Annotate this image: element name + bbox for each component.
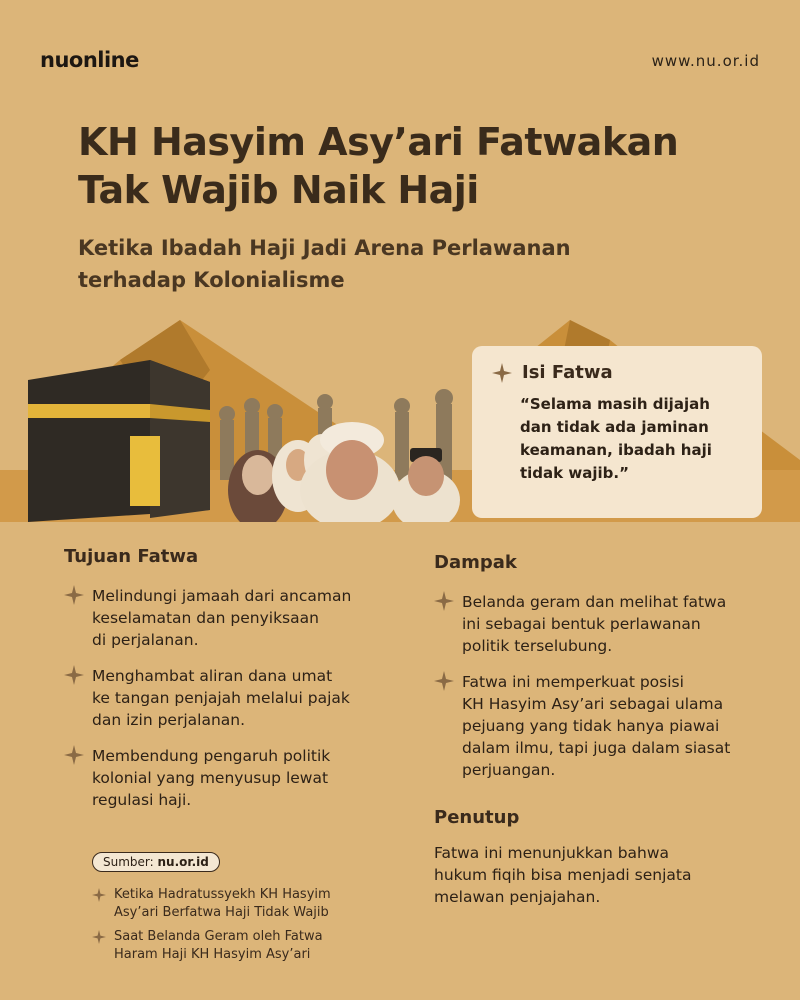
text-line: KH Hasyim Asy’ari sebagai ulama [462,695,724,713]
quote-line: keamanan, ibadah haji [520,441,712,459]
text-line: dan izin perjalanan. [92,711,246,729]
text-line: Saat Belanda Geram oleh Fatwa [114,929,323,944]
reference-text [114,886,331,922]
text-line: hukum fiqih bisa menjadi senjata [434,866,692,884]
text-line: melawan penjajahan. [434,888,601,906]
list-item-text [462,671,730,781]
title-line: Tak Wajib Naik Haji [78,168,479,212]
text-line: Menghambat aliran dana umat [92,667,333,685]
list-item-text [92,745,330,811]
header [40,48,760,78]
sparkle-icon [434,591,454,611]
list-item [64,585,394,651]
text-line: kolonial yang menyusup lewat [92,769,329,787]
sparkle-icon [64,745,84,765]
list-item-text [92,585,351,651]
reference-item[interactable] [92,928,392,964]
source-value: nu.or.id [157,855,209,869]
text-line: Melindungi jamaah dari ancaman [92,587,352,605]
text-line: ini sebagai bentuk perlawanan [462,615,701,633]
text-line: regulasi haji. [92,791,192,809]
text-line: dalam ilmu, tapi juga dalam siasat [462,739,731,757]
kaaba [28,360,210,522]
text-line: pejuang yang tidak hanya piawai [462,717,720,735]
list-item-text [462,591,726,657]
penutup-title: Penutup [434,807,520,828]
fatwa-quote [492,393,742,485]
tujuan-section [64,546,394,811]
sparkle-icon [492,363,512,383]
text-line: politik terselubung. [462,637,613,655]
text-line: Membendung pengaruh politik [92,747,331,765]
page-title [78,118,758,214]
subtitle-line: terhadap Kolonialisme [78,268,345,292]
sparkle-icon [64,665,84,685]
reference-text [114,928,323,964]
text-line: ke tangan penjajah melalui pajak [92,689,350,707]
quote-line: tidak wajib.” [520,464,629,482]
text-line: di perjalanan. [92,631,199,649]
text-line: Fatwa ini menunjukkan bahwa [434,844,670,862]
title-line: KH Hasyim Asy’ari Fatwakan [78,120,679,164]
fatwa-card-header [492,362,742,383]
dampak-section [434,552,774,908]
quote-line: “Selama masih dijajah [520,395,710,413]
list-item [64,665,394,731]
references-list [92,886,392,970]
list-item [434,591,774,657]
text-line: Asy’ari Berfatwa Haji Tidak Wajib [114,905,329,920]
list-item [64,745,394,811]
sparkle-icon [64,585,84,605]
tujuan-title: Tujuan Fatwa [64,546,199,567]
sparkle-icon [92,888,106,902]
list-item-text [92,665,350,731]
fatwa-card [472,346,762,518]
text-line: keselamatan dan penyiksaan [92,609,319,627]
page-subtitle [78,232,678,296]
text-line: Belanda geram dan melihat fatwa [462,593,727,611]
quote-line: dan tidak ada jaminan [520,418,709,436]
sparkle-icon [434,671,454,691]
dampak-title: Dampak [434,552,517,573]
text-line: Haram Haji KH Hasyim Asy’ari [114,947,311,962]
sparkle-icon [92,930,106,944]
list-item [434,671,774,781]
source-label: Sumber: [103,855,154,869]
text-line: perjuangan. [462,761,556,779]
text-line: Fatwa ini memperkuat posisi [462,673,684,691]
site-url[interactable]: www.nu.or.id [651,52,760,70]
reference-item[interactable] [92,886,392,922]
fatwa-card-label: Isi Fatwa [522,362,613,383]
nuonline-logo[interactable]: nuonline [40,48,139,72]
penutup-text [434,842,774,908]
source-badge[interactable] [92,852,220,872]
subtitle-line: Ketika Ibadah Haji Jadi Arena Perlawanan [78,236,571,260]
text-line: Ketika Hadratussyekh KH Hasyim [114,887,331,902]
